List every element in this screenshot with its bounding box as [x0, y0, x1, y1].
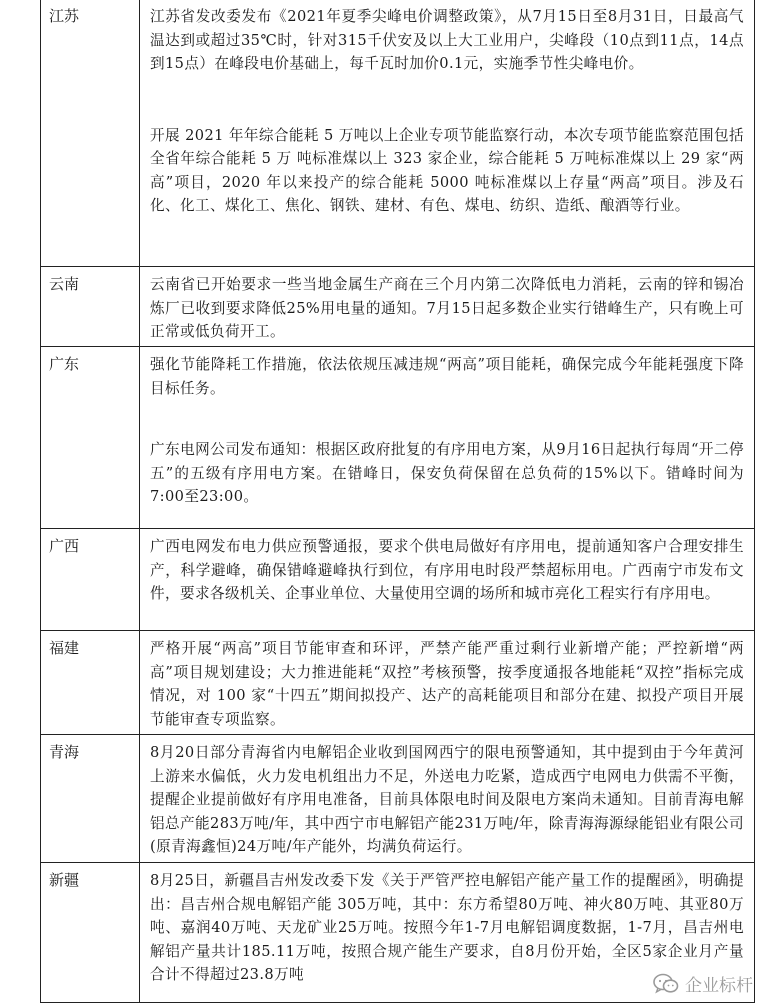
policy-cell [140, 347, 755, 529]
policy-paragraph: 8月25日，新疆昌吉州发改委下发《关于严管严控电解铝产能产量工作的提醒函》，明确提出：昌吉州合规电解铝产能 305万吨，其中：东方希望80万吨、神火80万吨、其亚80万吨、嘉润40万吨、天龙矿业25万吨。按照今年1-7月电解铝调度数据，1-7月，昌吉州电解铝产量共计185.11万吨，按照合规产能生产要求，自8月份开始，全区5家企业月产量合计不得超过23.8万吨 [150, 872, 744, 983]
province-cell: 云南 [41, 267, 140, 347]
province-cell: 新疆 [41, 863, 140, 1003]
table-row [41, 529, 755, 631]
province-cell: 青海 [41, 735, 140, 863]
table-row [41, 631, 755, 735]
province-cell: 广西 [41, 529, 140, 631]
policy-cell [140, 631, 755, 735]
policy-table [40, 0, 755, 1003]
table-row [41, 267, 755, 347]
province-cell: 福建 [41, 631, 140, 735]
policy-paragraph: 广东电网公司发布通知：根据区政府批复的有序用电方案，从9月16日起执行每周“开二停五”的五级有序用电方案。在错峰日，保安负荷保留在总负荷的15%以下。错峰时间为7:00至23:00。 [150, 441, 744, 505]
policy-paragraph: 开展 2021 年年综合能耗 5 万吨以上企业专项节能监察行动，本次专项节能监察范围包括全省年综合能耗 5 万 吨标准煤以上 323 家企业，综合能耗 5 万吨标准煤以上 29 家“两高”项目，2020 年以来投产的综合能耗 5000 吨标准煤以上存量“两高”项目。涉及石化、化工、煤化工、焦化、钢铁、建材、有色、煤电、纺织、造纸、酿酒等行业。 [150, 126, 744, 214]
province-cell: 广东 [41, 347, 140, 529]
policy-cell [140, 267, 755, 347]
table-row [41, 347, 755, 529]
policy-paragraph: 广西电网发布电力供应预警通报，要求个供电局做好有序用电，提前通知客户合理安排生产，科学避峰，确保错峰避峰执行到位，有序用电时段严禁超标用电。广西南宁市发布文件，要求各级机关、企事业单位、大量使用空调的场所和城市亮化工程实行有序用电。 [150, 538, 744, 602]
policy-paragraph: 江苏省发改委发布《2021年夏季尖峰电价调整政策》，从7月15日至8月31日，日最高气温达到或超过35℃时，针对315千伏安及以上大工业用户，尖峰段（10点到11点，14点到15点）在峰段电价基础上，每千瓦时加价0.1元，实施季节性尖峰电价。 [150, 8, 744, 72]
policy-paragraph: 强化节能降耗工作措施，依法依规压减违规“两高”项目能耗，确保完成今年能耗强度下降目标任务。 [150, 356, 744, 397]
table-row [41, 0, 755, 267]
table-row [41, 735, 755, 863]
province-cell: 江苏 [41, 0, 140, 267]
policy-paragraph: 严格开展“两高”项目节能审查和环评，严禁产能严重过剩行业新增产能；严控新增“两高”项目规划建设；大力推进能耗“双控”考核预警，按季度通报各地能耗“双控”指标完成情况，对 100 家“十四五”期间拟投产、达产的高耗能项目和部分在建、拟投产项目开展节能审查专项监察。 [150, 640, 744, 728]
policy-cell [140, 0, 755, 267]
wechat-icon [653, 973, 679, 995]
policy-cell [140, 529, 755, 631]
watermark [653, 971, 753, 996]
policy-cell [140, 735, 755, 863]
policy-paragraph: 8月20日部分青海省内电解铝企业收到国网西宁的限电预警通知，其中提到由于今年黄河上游来水偏低，火力发电机组出力不足，外送电力吃紧，造成西宁电网电力供需不平衡，提醒企业提前做好有序用电准备，目前具体限电时间及限电方案尚未通知。目前青海电解铝总产能283万吨/年，其中西宁市电解铝产能231万吨/年，除青海海源绿能铝业有限公司(原青海鑫恒)24万吨/年产能外，均满负荷运行。 [150, 744, 744, 855]
policy-paragraph: 云南省已开始要求一些当地金属生产商在三个月内第二次降低电力消耗，云南的锌和锡冶炼厂已收到要求降低25%用电量的通知。7月15日起多数企业实行错峰生产，只有晚上可正常或低负荷开工。 [150, 276, 744, 340]
watermark-text: 企业标杆 [685, 976, 753, 996]
table-row [41, 863, 755, 1003]
